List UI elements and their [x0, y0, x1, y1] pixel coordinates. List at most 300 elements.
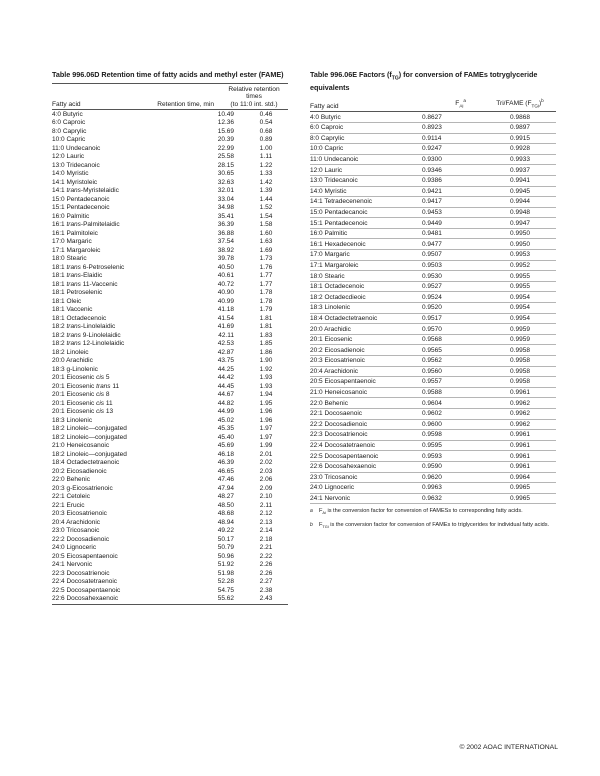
value-cell: 2.26 — [259, 561, 273, 569]
header-fai: $F_{Ai}^a$ — [455, 98, 466, 109]
table-row — [52, 501, 288, 510]
value-cell: 0.9955 — [510, 272, 530, 280]
value-cell: 0.9346 — [422, 166, 442, 174]
value-cell: 0.9962 — [510, 410, 530, 418]
table-row — [310, 303, 556, 314]
value-cell: 0.9527 — [422, 283, 442, 291]
value-cell: 0.9557 — [422, 378, 442, 386]
retention-time-table — [52, 70, 288, 605]
value-cell: 1.86 — [259, 348, 273, 356]
value-cell: 42.53 — [217, 340, 234, 348]
value-cell: 1.73 — [259, 255, 273, 263]
value-cell: 1.22 — [259, 161, 273, 169]
value-cell: 0.9590 — [422, 463, 442, 471]
fatty-acid-cell: 18:1 trans 6-Petroselenic — [52, 263, 125, 271]
table-row — [52, 127, 288, 136]
table-row — [52, 365, 288, 374]
value-cell: 0.9386 — [422, 177, 442, 185]
value-cell: 0.9449 — [422, 219, 442, 227]
table-row — [310, 483, 556, 494]
value-cell: 43.75 — [217, 357, 234, 365]
fatty-acid-cell: 6:0 Caproic — [310, 124, 344, 132]
fatty-acid-cell: 24:1 Nervonic — [310, 495, 351, 503]
fatty-acid-cell: 10:0 Capric — [52, 136, 86, 144]
value-cell: 0.9962 — [510, 399, 530, 407]
value-cell: 0.9958 — [510, 367, 530, 375]
table-row — [52, 357, 288, 366]
retention-table-body — [52, 110, 288, 603]
fatty-acid-cell: 14:0 Myristic — [52, 170, 89, 178]
fatty-acid-cell: 18:2 Linoleic—conjugated — [52, 433, 127, 441]
value-cell: 1.93 — [259, 382, 273, 390]
value-cell: 2.02 — [259, 459, 273, 467]
value-cell: 1.76 — [259, 263, 273, 271]
footnote-a: a $F_{Ai}$ is the conversion factor for conversion of FAMESs to corresponding fatty acids. — [310, 508, 523, 516]
table-row — [310, 324, 556, 335]
table-row — [52, 229, 288, 238]
fatty-acid-cell: 18:1 Vaccenic — [52, 306, 93, 314]
table-row — [310, 123, 556, 134]
value-cell: 0.9954 — [510, 293, 530, 301]
value-cell: 44.45 — [217, 382, 234, 390]
value-cell: 47.94 — [217, 484, 234, 492]
table-row — [52, 331, 288, 340]
value-cell: 49.22 — [217, 527, 234, 535]
fatty-acid-cell: 20:5 Eicosapentaenoic — [310, 378, 376, 386]
fatty-acid-cell: 21:0 Heneicosanoic — [310, 389, 368, 397]
table-row — [52, 544, 288, 553]
value-cell: 0.9114 — [422, 134, 442, 142]
value-cell: 0.9961 — [510, 463, 530, 471]
table-row — [52, 493, 288, 502]
value-cell: 0.9950 — [510, 230, 530, 238]
fatty-acid-cell: 20:1 Eicosenic trans 11 — [52, 382, 120, 390]
value-cell: 39.78 — [217, 255, 234, 263]
fatty-acid-cell: 22:2 Docosadienoic — [310, 420, 368, 428]
value-cell: 1.93 — [259, 374, 273, 382]
value-cell: 54.75 — [217, 586, 234, 594]
fatty-acid-cell: 22:6 Docosahexaenoic — [52, 595, 119, 603]
value-cell: 0.8923 — [422, 124, 442, 132]
value-cell: 2.09 — [259, 484, 273, 492]
value-cell: 2.12 — [259, 510, 273, 518]
table-row — [310, 155, 556, 166]
value-cell: 0.9524 — [422, 293, 442, 301]
value-cell: 0.9602 — [422, 410, 442, 418]
value-cell: 0.9961 — [510, 389, 530, 397]
table-row — [52, 408, 288, 417]
fatty-acid-cell: 12:0 Lauric — [310, 166, 343, 174]
table-row — [310, 218, 556, 229]
fatty-acid-cell: 17:0 Margaric — [52, 238, 92, 246]
fatty-acid-cell: 20:3 g-Eicosatrienoic — [52, 484, 113, 492]
value-cell: 0.9965 — [510, 484, 530, 492]
value-cell: 0.9477 — [422, 240, 442, 248]
fatty-acid-cell: 20:2 Eicosadienoic — [52, 467, 107, 475]
value-cell: 0.9620 — [422, 473, 442, 481]
fatty-acid-cell: 24:0 Lignoceric — [52, 544, 97, 552]
table-row — [310, 367, 556, 378]
table-row — [310, 144, 556, 155]
table-row — [52, 178, 288, 187]
value-cell: 0.9959 — [510, 325, 530, 333]
value-cell: 1.52 — [259, 204, 273, 212]
value-cell: 0.9593 — [422, 452, 442, 460]
table-row — [310, 335, 556, 346]
value-cell: 41.54 — [217, 314, 234, 322]
value-cell: 0.9570 — [422, 325, 442, 333]
fatty-acid-cell: 18:1 Octadecenoic — [310, 283, 365, 291]
value-cell: 50.17 — [217, 535, 234, 543]
value-cell: 1.77 — [259, 272, 273, 280]
header-retention-time: Retention time, min — [157, 100, 214, 108]
fatty-acid-cell: 20:1 Eicosenic cis 8 — [52, 391, 110, 399]
table-row — [52, 212, 288, 221]
value-cell: 1.96 — [259, 408, 273, 416]
footnote-b: b $F_{TGi}$ is the conversion factor for conversion of FAMEs to triglycerides for individual fatty acids. — [310, 522, 550, 530]
fatty-acid-cell: 18:3 Linolenic — [52, 416, 93, 424]
table-row — [52, 144, 288, 153]
header-fatty-acid: Fatty acid — [310, 102, 339, 110]
value-cell: 44.82 — [217, 399, 234, 407]
value-cell: 45.69 — [217, 442, 234, 450]
table-row — [310, 229, 556, 240]
table-row — [52, 416, 288, 425]
table-row — [52, 161, 288, 170]
table-row — [52, 221, 288, 230]
value-cell: 51.98 — [217, 569, 234, 577]
fatty-acid-cell: 20:1 Eicosenic cis 5 — [52, 374, 110, 382]
value-cell: 2.27 — [259, 578, 273, 586]
fatty-acid-cell: 18:1 Petroselenic — [52, 289, 103, 297]
value-cell: 0.9568 — [422, 336, 442, 344]
table-row — [52, 136, 288, 145]
table-row — [310, 208, 556, 219]
table-row — [52, 433, 288, 442]
value-cell: 1.85 — [259, 340, 273, 348]
table-row — [310, 292, 556, 303]
value-cell: 2.14 — [259, 527, 273, 535]
table-row — [52, 306, 288, 315]
conversion-factor-table — [310, 70, 556, 536]
value-cell: 40.72 — [217, 280, 234, 288]
value-cell: 1.58 — [259, 221, 273, 229]
value-cell: 15.69 — [217, 127, 234, 135]
retention-table-header — [52, 84, 288, 109]
fatty-acid-cell: 20:0 Arachidic — [310, 325, 351, 333]
value-cell: 0.9961 — [510, 452, 530, 460]
value-cell: 20.39 — [217, 136, 234, 144]
fatty-acid-cell: 18:1 trans 11-Vaccenic — [52, 280, 118, 288]
value-cell: 0.9517 — [422, 314, 442, 322]
fatty-acid-cell: 20:4 Arachidonic — [310, 367, 359, 375]
value-cell: 48.27 — [217, 493, 234, 501]
value-cell: 30.65 — [217, 170, 234, 178]
table-row — [310, 430, 556, 441]
table-row — [310, 462, 556, 473]
table-row — [310, 165, 556, 176]
fatty-acid-cell: 15:1 Pentadecenoic — [310, 219, 368, 227]
table-row — [52, 510, 288, 519]
table-row — [52, 467, 288, 476]
fatty-acid-cell: 20:0 Arachidic — [52, 357, 93, 365]
fatty-acid-cell: 18:4 Octadectetraenoic — [52, 459, 120, 467]
value-cell: 1.90 — [259, 357, 273, 365]
value-cell: 1.95 — [259, 399, 273, 407]
value-cell: 1.79 — [259, 306, 273, 314]
value-cell: 44.42 — [217, 374, 234, 382]
value-cell: 47.46 — [217, 476, 234, 484]
fatty-acid-cell: 18:3 g-Linolenic — [52, 365, 98, 373]
table-row — [310, 261, 556, 272]
fatty-acid-cell: 11:0 Undecanoic — [52, 144, 101, 152]
table-row — [52, 314, 288, 323]
fatty-acid-cell: 15:0 Pentadecanoic — [310, 208, 368, 216]
table-row — [52, 535, 288, 544]
table-row — [310, 282, 556, 293]
value-cell: 2.26 — [259, 569, 273, 577]
value-cell: 0.9948 — [510, 208, 530, 216]
fatty-acid-cell: 22:5 Docosapentaenoic — [310, 452, 379, 460]
table-row — [52, 527, 288, 536]
value-cell: 48.68 — [217, 510, 234, 518]
value-cell: 0.9530 — [422, 272, 442, 280]
table-row — [310, 494, 556, 505]
value-cell: 2.43 — [259, 595, 273, 603]
value-cell: 41.69 — [217, 323, 234, 331]
value-cell: 45.02 — [217, 416, 234, 424]
fatty-acid-cell: 10:0 Capric — [310, 145, 344, 153]
fatty-acid-cell: 16:0 Palmitic — [310, 230, 348, 238]
table-row — [52, 552, 288, 561]
fatty-acid-cell: 20:5 Eicosapentaenoic — [52, 552, 118, 560]
table-row — [52, 382, 288, 391]
fatty-acid-cell: 21:0 Heneicosanoic — [52, 442, 110, 450]
value-cell: 1.42 — [259, 178, 273, 186]
value-cell: 50.79 — [217, 544, 234, 552]
fatty-acid-cell: 23:0 Tricosanoic — [52, 527, 100, 535]
value-cell: 37.54 — [217, 238, 234, 246]
value-cell: 0.9897 — [510, 124, 530, 132]
value-cell: 0.9954 — [510, 304, 530, 312]
fatty-acid-cell: 18:0 Stearic — [310, 272, 345, 280]
table-row — [52, 153, 288, 162]
value-cell: 44.99 — [217, 408, 234, 416]
value-cell: 0.54 — [259, 119, 273, 127]
table-row — [52, 399, 288, 408]
value-cell: 0.46 — [259, 110, 273, 118]
value-cell: 0.9964 — [510, 473, 530, 481]
value-cell: 45.35 — [217, 425, 234, 433]
value-cell: 0.9961 — [510, 442, 530, 450]
value-cell: 0.9417 — [422, 198, 442, 206]
table-row — [310, 398, 556, 409]
table-row — [52, 425, 288, 434]
table-row — [52, 246, 288, 255]
table-row — [52, 297, 288, 306]
value-cell: 0.9933 — [510, 156, 530, 164]
value-cell: 0.9868 — [510, 113, 530, 121]
value-cell: 10.49 — [217, 110, 234, 118]
value-cell: 2.03 — [259, 467, 273, 475]
value-cell: 1.99 — [259, 442, 273, 450]
fatty-acid-cell: 24:1 Nervonic — [52, 561, 93, 569]
value-cell: 0.9962 — [510, 420, 530, 428]
value-cell: 0.8627 — [422, 113, 442, 121]
table-row — [52, 323, 288, 332]
retention-table-title: Table 996.06D Retention time of fatty acids and methyl ester (FAME) — [52, 70, 284, 79]
fatty-acid-cell: 13:0 Tridecanoic — [52, 161, 100, 169]
value-cell: 2.22 — [259, 552, 273, 560]
value-cell: 0.9632 — [422, 495, 442, 503]
value-cell: 0.9954 — [510, 314, 530, 322]
value-cell: 2.38 — [259, 586, 273, 594]
value-cell: 1.92 — [259, 365, 273, 373]
conversion-table-title: Table 996.06E Factors $(f_{TG})$ for conversion of FAMEs totryglyceride equivalents — [310, 70, 538, 93]
table-row — [52, 459, 288, 468]
table-row — [310, 176, 556, 187]
table-row — [52, 187, 288, 196]
fatty-acid-cell: 22:4 Docosatetraenoic — [52, 578, 118, 586]
table-row — [310, 420, 556, 431]
fatty-acid-cell: 14:1 trans-Myristelaidic — [52, 187, 119, 195]
fatty-acid-cell: 18:2 trans 9-Linolelaidic — [52, 331, 121, 339]
fatty-acid-cell: 18:2 trans 12-Linolelaidic — [52, 340, 125, 348]
value-cell: 42.11 — [218, 331, 234, 339]
table-row — [310, 187, 556, 198]
fatty-acid-cell: 18:1 Oleic — [52, 297, 82, 305]
fatty-acid-cell: 4:0 Butyric — [310, 113, 341, 121]
value-cell: 0.9941 — [510, 177, 530, 185]
fatty-acid-cell: 17:0 Margaric — [310, 251, 350, 259]
fatty-acid-cell: 20:1 Eicosenic cis 11 — [52, 399, 113, 407]
value-cell: 38.92 — [217, 246, 234, 254]
value-cell: 0.9950 — [510, 240, 530, 248]
value-cell: 36.39 — [217, 221, 234, 229]
value-cell: 0.9453 — [422, 208, 442, 216]
fatty-acid-cell: 18:2 Linoleic — [52, 348, 89, 356]
table-row — [310, 250, 556, 261]
table-row — [52, 595, 288, 604]
table-row — [310, 271, 556, 282]
table-row — [310, 409, 556, 420]
value-cell: 0.9300 — [422, 156, 442, 164]
fatty-acid-cell: 22:1 Cetoleic — [52, 493, 90, 501]
value-cell: 2.11 — [259, 501, 273, 509]
value-cell: 48.94 — [217, 518, 234, 526]
fatty-acid-cell: 4:0 Butyric — [52, 110, 83, 118]
value-cell: 0.9928 — [510, 145, 530, 153]
value-cell: 1.69 — [259, 246, 273, 254]
fatty-acid-cell: 20:1 Eicosenic — [310, 336, 353, 344]
value-cell: 2.13 — [259, 518, 273, 526]
table-row — [52, 263, 288, 272]
header-relative-retention — [220, 86, 288, 108]
header-relative-line-1: Relative retention — [228, 86, 280, 93]
conversion-table-body — [310, 112, 556, 504]
value-cell: 0.9507 — [422, 251, 442, 259]
table-row — [52, 238, 288, 247]
fatty-acid-cell: 22:6 Docosahexaenoic — [310, 463, 377, 471]
table-row — [310, 112, 556, 123]
fatty-acid-cell: 8:0 Caprylic — [310, 134, 345, 142]
value-cell: 2.01 — [259, 450, 273, 458]
value-cell: 36.88 — [217, 229, 234, 237]
table-row — [52, 272, 288, 281]
table-row — [310, 239, 556, 250]
value-cell: 42.87 — [217, 348, 234, 356]
table-row — [310, 345, 556, 356]
table-row — [52, 289, 288, 298]
value-cell: 1.00 — [259, 144, 273, 152]
fatty-acid-cell: 24:0 Lignoceric — [310, 484, 355, 492]
fatty-acid-cell: 18:2 Linoleic—conjugated — [52, 425, 127, 433]
conversion-table-header — [310, 95, 556, 111]
table-row — [52, 450, 288, 459]
fatty-acid-cell: 16:0 Palmitic — [52, 212, 90, 220]
table-row — [52, 255, 288, 264]
value-cell: 50.96 — [217, 552, 234, 560]
value-cell: 40.90 — [217, 289, 234, 297]
value-cell: 0.9604 — [422, 399, 442, 407]
fatty-acid-cell: 20:2 Eicosadienoic — [310, 346, 365, 354]
value-cell: 46.65 — [217, 467, 234, 475]
value-cell: 0.9481 — [422, 230, 442, 238]
value-cell: 32.01 — [217, 187, 234, 195]
fatty-acid-cell: 18:4 Octadectetraenoic — [310, 314, 378, 322]
table-row — [52, 348, 288, 357]
value-cell: 2.06 — [259, 476, 273, 484]
value-cell: 2.21 — [259, 544, 273, 552]
fatty-acid-cell: 22:1 Erucic — [52, 501, 85, 509]
value-cell: 0.9958 — [510, 346, 530, 354]
fatty-acid-cell: 22:2 Docosadienoic — [52, 535, 110, 543]
fatty-acid-cell: 14:1 Tetradecenenoic — [310, 198, 373, 206]
value-cell: 0.9520 — [422, 304, 442, 312]
value-cell: 0.9963 — [422, 484, 442, 492]
value-cell: 1.97 — [259, 433, 273, 441]
table-row — [310, 377, 556, 388]
fatty-acid-cell: 15:0 Pentadecanoic — [52, 195, 110, 203]
table-row — [310, 441, 556, 452]
value-cell: 2.18 — [259, 535, 273, 543]
fatty-acid-cell: 18:3 Linolenic — [310, 304, 351, 312]
fatty-acid-cell: 11:0 Undecanoic — [310, 156, 359, 164]
value-cell: 2.10 — [259, 493, 273, 501]
table-row — [52, 569, 288, 578]
value-cell: 12.36 — [217, 119, 234, 127]
value-cell: 41.18 — [217, 306, 234, 314]
value-cell: 52.28 — [217, 578, 234, 586]
table-row — [310, 451, 556, 462]
fatty-acid-cell: 14:1 Myristoleic — [52, 178, 98, 186]
value-cell: 40.61 — [217, 272, 234, 280]
value-cell: 0.9565 — [422, 346, 442, 354]
header-fatty-acid: Fatty acid — [52, 100, 81, 108]
fatty-acid-cell: 22:0 Behenic — [310, 399, 348, 407]
value-cell: 1.11 — [259, 153, 273, 161]
fatty-acid-cell: 23:0 Tricosanoic — [310, 473, 358, 481]
fatty-acid-cell: 22:4 Docosatetraenoic — [310, 442, 376, 450]
fatty-acid-cell: 18:2 trans-Linolelaidic — [52, 323, 116, 331]
table-row — [52, 195, 288, 204]
value-cell: 0.9959 — [510, 336, 530, 344]
table-row — [52, 110, 288, 119]
value-cell: 0.9588 — [422, 389, 442, 397]
table-bottom-rule — [52, 604, 288, 605]
value-cell: 33.04 — [217, 195, 234, 203]
table-row — [52, 340, 288, 349]
